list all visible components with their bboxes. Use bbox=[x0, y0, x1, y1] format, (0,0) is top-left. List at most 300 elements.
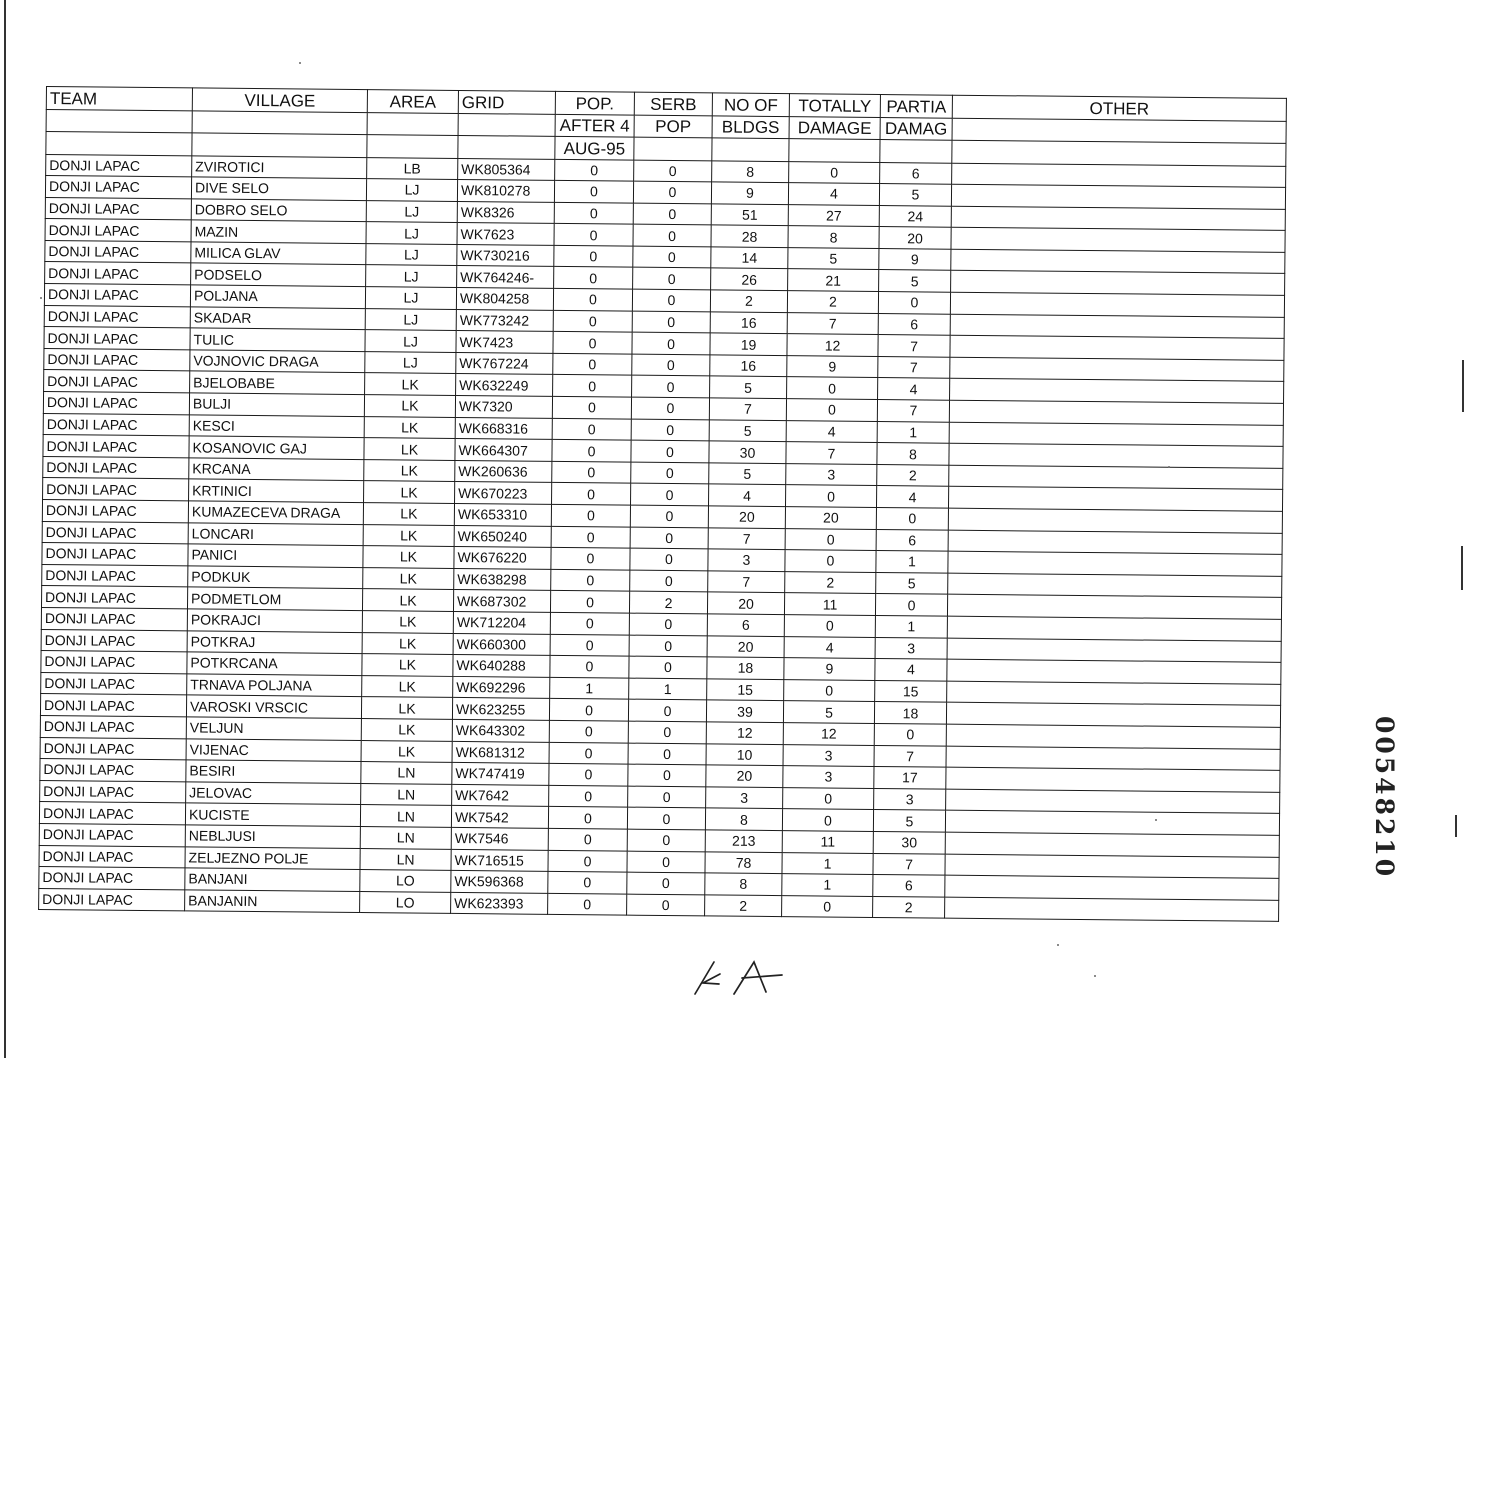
damage-table bbox=[38, 86, 1287, 922]
cell-grid: WK676220 bbox=[454, 547, 551, 570]
cell-pop-after: 0 bbox=[552, 418, 631, 440]
cell-village: KUCISTE bbox=[185, 803, 360, 826]
cell-village: BJELOBABE bbox=[190, 371, 365, 394]
cell-totally-damage: 2 bbox=[787, 291, 878, 313]
cell-team: DONJI LAPAC bbox=[45, 240, 191, 263]
cell-totally-damage: 0 bbox=[784, 679, 875, 701]
cell-pop-after: 0 bbox=[554, 267, 633, 289]
cell-area: LK bbox=[363, 567, 454, 589]
cell-other bbox=[945, 832, 1279, 857]
cell-pop-after: 0 bbox=[553, 375, 632, 397]
header-village bbox=[192, 110, 367, 134]
cell-team: DONJI LAPAC bbox=[43, 392, 189, 415]
cell-grid: WK773242 bbox=[456, 309, 553, 332]
cell-village: DIVE SELO bbox=[191, 177, 366, 200]
cell-pop-after: 0 bbox=[548, 828, 627, 850]
cell-serb-pop: 0 bbox=[628, 721, 706, 743]
cell-serb-pop: 0 bbox=[632, 332, 710, 354]
cell-grid: WK260636 bbox=[455, 460, 552, 483]
cell-serb-pop: 0 bbox=[632, 376, 710, 398]
cell-team: DONJI LAPAC bbox=[44, 327, 190, 350]
cell-grid: WK643302 bbox=[452, 719, 549, 742]
cell-team: DONJI LAPAC bbox=[42, 564, 188, 587]
cell-grid: WK767224 bbox=[456, 352, 553, 375]
cell-grid: WK632249 bbox=[456, 374, 553, 397]
cell-village: MAZIN bbox=[191, 220, 366, 243]
cell-team: DONJI LAPAC bbox=[44, 284, 190, 307]
cell-area: LN bbox=[360, 805, 451, 827]
cell-partial-damage: 9 bbox=[879, 248, 951, 270]
cell-village: NEBLJUSI bbox=[185, 825, 360, 848]
cell-totally-damage: 7 bbox=[786, 442, 877, 464]
cell-serb-pop: 0 bbox=[631, 462, 709, 484]
cell-partial-damage: 2 bbox=[873, 896, 945, 918]
cell-village: POLJANA bbox=[190, 285, 365, 308]
cell-team: DONJI LAPAC bbox=[44, 305, 190, 328]
cell-pop-after: 0 bbox=[551, 504, 630, 526]
cell-pop-after: 0 bbox=[554, 224, 633, 246]
cell-totally-damage: 0 bbox=[785, 528, 876, 550]
cell-team: DONJI LAPAC bbox=[43, 478, 189, 501]
cell-area: LK bbox=[363, 524, 454, 546]
cell-no-of-bldgs: 5 bbox=[710, 376, 787, 398]
cell-area: LK bbox=[364, 459, 455, 481]
cell-area: LK bbox=[364, 438, 455, 460]
cell-other bbox=[946, 789, 1280, 814]
cell-totally-damage: 3 bbox=[783, 766, 874, 788]
cell-village: LONCARI bbox=[188, 522, 363, 545]
cell-no-of-bldgs: 2 bbox=[705, 895, 782, 917]
cell-no-of-bldgs: 30 bbox=[709, 441, 786, 463]
cell-pop-after: 0 bbox=[553, 332, 632, 354]
cell-other bbox=[950, 292, 1284, 317]
cell-grid: WK716515 bbox=[451, 849, 548, 872]
cell-no-of-bldgs: 20 bbox=[707, 635, 784, 657]
cell-no-of-bldgs: 78 bbox=[705, 851, 782, 873]
cell-totally-damage: 21 bbox=[788, 269, 879, 291]
cell-team: DONJI LAPAC bbox=[39, 845, 185, 868]
cell-serb-pop: 0 bbox=[632, 311, 710, 333]
cell-grid: WK670223 bbox=[455, 482, 552, 505]
cell-team: DONJI LAPAC bbox=[45, 176, 191, 199]
cell-area: LK bbox=[361, 697, 452, 719]
cell-village: POTKRAJ bbox=[187, 630, 362, 653]
cell-serb-pop: 0 bbox=[631, 419, 709, 441]
cell-village: TRNAVA POLJANA bbox=[187, 674, 362, 697]
cell-grid: WK730216 bbox=[457, 244, 554, 267]
cell-no-of-bldgs: 14 bbox=[711, 247, 788, 269]
cell-totally-damage: 2 bbox=[785, 571, 876, 593]
cell-no-of-bldgs: 6 bbox=[707, 614, 784, 636]
cell-other bbox=[948, 573, 1282, 598]
cell-partial-damage: 6 bbox=[873, 875, 945, 897]
cell-village: KUMAZECEVA DRAGA bbox=[188, 501, 363, 524]
cell-totally-damage: 3 bbox=[786, 463, 877, 485]
cell-area: LK bbox=[365, 373, 456, 395]
cell-team: DONJI LAPAC bbox=[45, 219, 191, 242]
cell-other bbox=[951, 227, 1285, 252]
cell-village: BULJI bbox=[189, 393, 364, 416]
cell-village: VELJUN bbox=[186, 717, 361, 740]
cell-other bbox=[945, 854, 1279, 879]
header-pop-after: AUG-95 bbox=[555, 136, 634, 159]
cell-serb-pop: 0 bbox=[628, 764, 706, 786]
cell-partial-damage: 0 bbox=[875, 594, 947, 616]
cell-area: LJ bbox=[366, 222, 457, 244]
cell-pop-after: 0 bbox=[549, 742, 628, 764]
cell-serb-pop: 0 bbox=[633, 224, 711, 246]
cell-no-of-bldgs: 8 bbox=[705, 873, 782, 895]
cell-partial-damage: 4 bbox=[875, 659, 947, 681]
cell-serb-pop: 0 bbox=[632, 354, 710, 376]
cell-team: DONJI LAPAC bbox=[45, 197, 191, 220]
cell-other bbox=[945, 875, 1279, 900]
cell-totally-damage: 27 bbox=[788, 204, 879, 226]
cell-pop-after: 0 bbox=[550, 612, 629, 634]
cell-area: LK bbox=[362, 632, 453, 654]
cell-partial-damage: 18 bbox=[874, 702, 946, 724]
header-totally-damage: DAMAGE bbox=[789, 116, 880, 139]
cell-village: BANJANI bbox=[185, 868, 360, 891]
cell-other bbox=[947, 616, 1281, 641]
cell-serb-pop: 0 bbox=[633, 246, 711, 268]
cell-team: DONJI LAPAC bbox=[41, 586, 187, 609]
cell-no-of-bldgs: 16 bbox=[710, 312, 787, 334]
cell-other bbox=[951, 271, 1285, 296]
cell-no-of-bldgs: 12 bbox=[706, 722, 783, 744]
header-serb-pop: POP bbox=[634, 115, 712, 138]
cell-pop-after: 0 bbox=[555, 159, 634, 181]
header-other: OTHER bbox=[952, 95, 1286, 121]
header-village bbox=[192, 133, 367, 157]
cell-team: DONJI LAPAC bbox=[43, 413, 189, 436]
cell-team: DONJI LAPAC bbox=[42, 543, 188, 566]
cell-area: LK bbox=[364, 481, 455, 503]
cell-totally-damage: 4 bbox=[784, 636, 875, 658]
cell-team: DONJI LAPAC bbox=[46, 154, 192, 177]
cell-pop-after: 0 bbox=[554, 180, 633, 202]
cell-grid: WK623255 bbox=[452, 698, 549, 721]
cell-village: PODKUK bbox=[188, 566, 363, 589]
cell-serb-pop: 0 bbox=[627, 894, 705, 916]
cell-partial-damage: 8 bbox=[877, 443, 949, 465]
cell-area: LK bbox=[363, 503, 454, 525]
cell-area: LO bbox=[360, 870, 451, 892]
cell-serb-pop: 0 bbox=[632, 289, 710, 311]
cell-pop-after: 0 bbox=[554, 202, 633, 224]
cell-pop-after: 0 bbox=[548, 893, 627, 915]
cell-other bbox=[951, 249, 1285, 274]
cell-other bbox=[952, 163, 1286, 188]
cell-no-of-bldgs: 26 bbox=[711, 268, 788, 290]
cell-village: ZVIROTICI bbox=[192, 155, 367, 178]
cell-serb-pop: 0 bbox=[633, 203, 711, 225]
cell-partial-damage: 6 bbox=[876, 529, 948, 551]
cell-serb-pop: 0 bbox=[633, 268, 711, 290]
cell-serb-pop: 0 bbox=[629, 656, 707, 678]
cell-pop-after: 0 bbox=[551, 569, 630, 591]
cell-team: DONJI LAPAC bbox=[39, 888, 185, 911]
cell-serb-pop: 1 bbox=[629, 678, 707, 700]
header-pop-after: POP. bbox=[555, 91, 634, 114]
cell-pop-after: 0 bbox=[551, 548, 630, 570]
cell-area: LN bbox=[361, 783, 452, 805]
header-pop-after: AFTER 4 bbox=[555, 114, 634, 137]
cell-team: DONJI LAPAC bbox=[39, 867, 185, 890]
cell-area: LO bbox=[360, 891, 451, 913]
cell-totally-damage: 0 bbox=[785, 550, 876, 572]
cell-grid: WK810278 bbox=[457, 180, 554, 203]
header-partial-damage: DAMAG bbox=[880, 117, 952, 140]
cell-totally-damage: 0 bbox=[787, 377, 878, 399]
cell-totally-damage: 0 bbox=[782, 809, 873, 831]
cell-grid: WK7423 bbox=[456, 331, 553, 354]
cell-team: DONJI LAPAC bbox=[40, 759, 186, 782]
cell-partial-damage: 7 bbox=[873, 853, 945, 875]
cell-grid: WK7546 bbox=[451, 827, 548, 850]
cell-totally-damage: 12 bbox=[783, 723, 874, 745]
header-no-of-bldgs: BLDGS bbox=[712, 115, 789, 138]
cell-serb-pop: 0 bbox=[633, 181, 711, 203]
cell-partial-damage: 7 bbox=[878, 356, 950, 378]
cell-grid: WK747419 bbox=[452, 763, 549, 786]
cell-team: DONJI LAPAC bbox=[41, 651, 187, 674]
scan-speck bbox=[299, 62, 301, 64]
cell-other bbox=[949, 443, 1283, 468]
cell-grid: WK653310 bbox=[454, 503, 551, 526]
cell-grid: WK668316 bbox=[455, 417, 552, 440]
cell-no-of-bldgs: 20 bbox=[707, 592, 784, 614]
cell-totally-damage: 8 bbox=[788, 226, 879, 248]
cell-pop-after: 0 bbox=[553, 310, 632, 332]
cell-area: LN bbox=[360, 848, 451, 870]
cell-partial-damage: 0 bbox=[874, 723, 946, 745]
cell-no-of-bldgs: 3 bbox=[706, 787, 783, 809]
cell-partial-damage: 2 bbox=[877, 464, 949, 486]
cell-no-of-bldgs: 16 bbox=[710, 355, 787, 377]
cell-pop-after: 0 bbox=[553, 353, 632, 375]
cell-village: VOJNOVIC DRAGA bbox=[190, 350, 365, 373]
cell-serb-pop: 0 bbox=[627, 829, 705, 851]
cell-serb-pop: 0 bbox=[628, 699, 706, 721]
cell-village: BESIRI bbox=[186, 760, 361, 783]
cell-no-of-bldgs: 8 bbox=[712, 160, 789, 182]
cell-pop-after: 0 bbox=[553, 288, 632, 310]
header-area: AREA bbox=[367, 90, 458, 113]
cell-other bbox=[947, 595, 1281, 620]
cell-area: LJ bbox=[366, 200, 457, 222]
cell-grid: WK764246- bbox=[457, 266, 554, 289]
cell-partial-damage: 1 bbox=[875, 615, 947, 637]
cell-partial-damage: 15 bbox=[875, 680, 947, 702]
cell-serb-pop: 0 bbox=[631, 440, 709, 462]
cell-area: LB bbox=[367, 157, 458, 179]
cell-totally-damage: 20 bbox=[785, 507, 876, 529]
cell-area: LJ bbox=[366, 265, 457, 287]
cell-totally-damage: 9 bbox=[784, 658, 875, 680]
cell-area: LK bbox=[364, 416, 455, 438]
cell-partial-damage: 17 bbox=[874, 767, 946, 789]
cell-area: LJ bbox=[366, 179, 457, 201]
cell-pop-after: 0 bbox=[554, 245, 633, 267]
cell-team: DONJI LAPAC bbox=[43, 456, 189, 479]
header-no-of-bldgs: NO OF bbox=[712, 93, 789, 116]
cell-totally-damage: 4 bbox=[786, 420, 877, 442]
cell-serb-pop: 0 bbox=[630, 505, 708, 527]
header-totally-damage bbox=[789, 139, 880, 162]
cell-pop-after: 0 bbox=[551, 526, 630, 548]
cell-grid: WK692296 bbox=[453, 676, 550, 699]
cell-pop-after: 0 bbox=[552, 396, 631, 418]
cell-partial-damage: 5 bbox=[876, 572, 948, 594]
cell-no-of-bldgs: 9 bbox=[711, 182, 788, 204]
cell-grid: WK640288 bbox=[453, 655, 550, 678]
scan-speck bbox=[1057, 944, 1059, 946]
table-header bbox=[46, 87, 1287, 166]
cell-area: LK bbox=[361, 718, 452, 740]
cell-area: LN bbox=[361, 762, 452, 784]
cell-grid: WK712204 bbox=[453, 611, 550, 634]
cell-other bbox=[945, 810, 1279, 835]
cell-no-of-bldgs: 28 bbox=[711, 225, 788, 247]
cell-village: KOSANOVIC GAJ bbox=[189, 436, 364, 459]
cell-totally-damage: 0 bbox=[782, 895, 873, 917]
cell-other bbox=[948, 508, 1282, 533]
cell-village: BANJANIN bbox=[185, 890, 360, 913]
cell-village: TULIC bbox=[190, 328, 365, 351]
cell-totally-damage: 11 bbox=[782, 831, 873, 853]
cell-serb-pop: 0 bbox=[630, 570, 708, 592]
cell-no-of-bldgs: 7 bbox=[708, 571, 785, 593]
cell-team: DONJI LAPAC bbox=[40, 715, 186, 738]
header-team: TEAM bbox=[46, 87, 192, 111]
cell-partial-damage: 7 bbox=[877, 400, 949, 422]
cell-grid: WK7623 bbox=[457, 223, 554, 246]
cell-pop-after: 0 bbox=[549, 720, 628, 742]
cell-other bbox=[951, 184, 1285, 209]
cell-grid: WK681312 bbox=[452, 741, 549, 764]
cell-village: ZELJEZNO POLJE bbox=[185, 846, 360, 869]
cell-pop-after: 0 bbox=[550, 591, 629, 613]
cell-totally-damage: 1 bbox=[782, 874, 873, 896]
cell-area: LN bbox=[360, 826, 451, 848]
cell-serb-pop: 0 bbox=[627, 807, 705, 829]
cell-pop-after: 0 bbox=[549, 763, 628, 785]
cell-pop-after: 0 bbox=[548, 871, 627, 893]
cell-grid: WK804258 bbox=[456, 288, 553, 311]
header-team bbox=[46, 132, 192, 156]
cell-area: LJ bbox=[365, 287, 456, 309]
cell-serb-pop: 0 bbox=[631, 484, 709, 506]
cell-village: KRCANA bbox=[189, 458, 364, 481]
cell-area: LJ bbox=[365, 330, 456, 352]
header-partial-damage bbox=[880, 140, 952, 163]
cell-totally-damage: 3 bbox=[783, 744, 874, 766]
cell-partial-damage: 4 bbox=[876, 486, 948, 508]
cell-no-of-bldgs: 20 bbox=[706, 765, 783, 787]
cell-no-of-bldgs: 5 bbox=[709, 420, 786, 442]
cell-village: KESCI bbox=[189, 415, 364, 438]
cell-totally-damage: 7 bbox=[787, 312, 878, 334]
cell-team: DONJI LAPAC bbox=[41, 672, 187, 695]
cell-other bbox=[948, 530, 1282, 555]
cell-village: VIJENAC bbox=[186, 738, 361, 761]
cell-partial-damage: 6 bbox=[880, 162, 952, 184]
cell-grid: WK687302 bbox=[453, 590, 550, 613]
cell-grid: WK805364 bbox=[458, 158, 555, 181]
cell-partial-damage: 3 bbox=[875, 637, 947, 659]
cell-no-of-bldgs: 20 bbox=[708, 506, 785, 528]
cell-no-of-bldgs: 7 bbox=[709, 398, 786, 420]
cell-village: POTKRCANA bbox=[187, 652, 362, 675]
scan-edge-mark bbox=[1461, 546, 1463, 590]
cell-partial-damage: 0 bbox=[876, 507, 948, 529]
cell-totally-damage: 5 bbox=[788, 248, 879, 270]
cell-area: LK bbox=[361, 740, 452, 762]
cell-team: DONJI LAPAC bbox=[44, 348, 190, 371]
cell-other bbox=[948, 487, 1282, 512]
cell-pop-after: 0 bbox=[550, 656, 629, 678]
cell-partial-damage: 5 bbox=[873, 810, 945, 832]
cell-no-of-bldgs: 3 bbox=[708, 549, 785, 571]
cell-serb-pop: 0 bbox=[627, 851, 705, 873]
document-number-stamp: 00548210 bbox=[1370, 716, 1399, 880]
cell-no-of-bldgs: 213 bbox=[705, 830, 782, 852]
header-area bbox=[367, 135, 458, 158]
cell-other bbox=[947, 638, 1281, 663]
cell-team: DONJI LAPAC bbox=[40, 780, 186, 803]
header-no-of-bldgs bbox=[712, 138, 789, 161]
cell-partial-damage: 7 bbox=[878, 335, 950, 357]
cell-pop-after: 1 bbox=[550, 677, 629, 699]
cell-pop-after: 0 bbox=[550, 634, 629, 656]
cell-team: DONJI LAPAC bbox=[44, 370, 190, 393]
cell-no-of-bldgs: 10 bbox=[706, 743, 783, 765]
cell-totally-damage: 4 bbox=[788, 183, 879, 205]
cell-totally-damage: 12 bbox=[787, 334, 878, 356]
cell-serb-pop: 0 bbox=[631, 397, 709, 419]
cell-serb-pop: 0 bbox=[629, 613, 707, 635]
cell-no-of-bldgs: 7 bbox=[708, 527, 785, 549]
cell-totally-damage: 1 bbox=[782, 852, 873, 874]
cell-partial-damage: 24 bbox=[879, 205, 951, 227]
cell-serb-pop: 0 bbox=[627, 872, 705, 894]
cell-area: LK bbox=[362, 589, 453, 611]
cell-grid: WK623393 bbox=[451, 892, 548, 915]
cell-village: DOBRO SELO bbox=[191, 199, 366, 222]
cell-team: DONJI LAPAC bbox=[42, 521, 188, 544]
cell-partial-damage: 1 bbox=[876, 551, 948, 573]
cell-team: DONJI LAPAC bbox=[45, 262, 191, 285]
cell-village: POKRAJCI bbox=[187, 609, 362, 632]
cell-team: DONJI LAPAC bbox=[42, 499, 188, 522]
cell-totally-damage: 0 bbox=[783, 787, 874, 809]
cell-no-of-bldgs: 51 bbox=[711, 204, 788, 226]
cell-grid: WK7642 bbox=[452, 784, 549, 807]
header-serb-pop bbox=[634, 137, 712, 160]
cell-no-of-bldgs: 18 bbox=[707, 657, 784, 679]
cell-serb-pop: 2 bbox=[629, 592, 707, 614]
cell-partial-damage: 1 bbox=[877, 421, 949, 443]
cell-team: DONJI LAPAC bbox=[39, 802, 185, 825]
cell-totally-damage: 0 bbox=[789, 161, 880, 183]
header-team bbox=[46, 109, 192, 133]
header-serb-pop: SERB bbox=[634, 92, 712, 115]
cell-area: LK bbox=[363, 546, 454, 568]
cell-totally-damage: 0 bbox=[786, 399, 877, 421]
cell-other bbox=[949, 465, 1283, 490]
cell-grid: WK664307 bbox=[455, 439, 552, 462]
